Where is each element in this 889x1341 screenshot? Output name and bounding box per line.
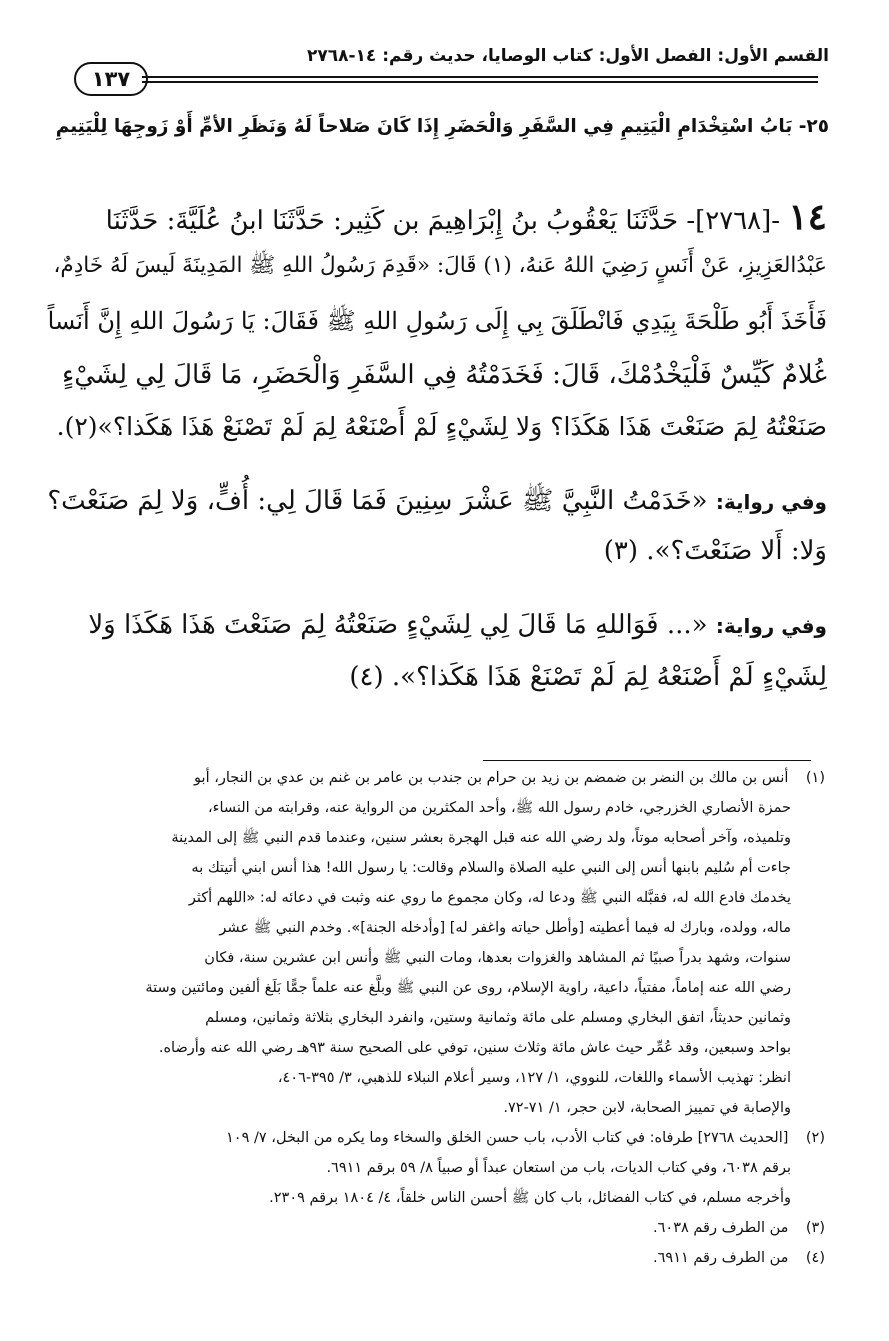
riwaya-2-text-1: «... فَوَاللهِ مَا قَالَ لِي لِشَيْءٍ صَنَعْتُهُ لِمَ صَنَعْتَ هَذَا هَكَذَا وَلا: [88, 610, 708, 640]
footnote-text: وأخرجه مسلم، في كتاب الفضائل، باب كان ﷺ أحسن الناس خلقاً، ٤/ ١٨٠٤ برقم ٢٣٠٩.: [269, 1190, 791, 1206]
footnote-separator: [483, 760, 811, 761]
riwaya-2-line-1: [47, 610, 827, 640]
footnote-1-line-4: [55, 858, 825, 878]
footnote-text: انظر: تهذيب الأسماء واللغات، للنووي، ١/ ١٢٧، وسير أعلام النبلاء للذهبي، ٣/ ٣٩٥-٤٠٦،: [277, 1070, 791, 1086]
footnote-3: [55, 1218, 825, 1238]
hadith-text-1: -[٢٧٦٨]- حَدَّثَنَا يَعْقُوبُ بنُ إِبْرَاهِيمَ بن كَثِير: حَدَّثَنَا ابنُ عُلَيَّةَ: حَدَّثَنَا: [105, 206, 781, 236]
footnote-1-line-7: [55, 948, 825, 968]
footnote-text: جاءت أم سُليم بابنها أنس إلى النبي عليه الصلاة والسلام وقالت: يا رسول الله! هذا أنس ابني أتيتك به: [191, 860, 791, 876]
footnote-text: وثمانين حديثاً، اتفق البخاري ومسلم على مائة وثمانية وستين، وانفرد البخاري بثلاثة وثمانين، ومسلم: [205, 1010, 791, 1026]
footnote-text: سنوات، وشهد بدراً صبيًا ثم المشاهد والغزوات بعدها، ومات النبي ﷺ وأنس ابن عشرين سنة، فكان: [204, 950, 791, 966]
footnote-1-text-1: أنس بن مالك بن النضر بن ضمضم بن زيد بن حرام بن جندب بن عامر بن غنم بن عدي بن النجار، أبو: [194, 770, 789, 786]
hadith-number: ١٤: [788, 196, 827, 238]
footnote-4-text: من الطرف رقم ٦٩١١.: [653, 1250, 789, 1266]
footnote-1-line-2: [55, 798, 825, 818]
footnote-text: بواحد وسبعين، وقد عُمِّر حيث عاش مائة وثلاث سنين، توفي على الصحيح سنة ٩٣هـ رضي الله عنه وأرضاه.: [158, 1040, 791, 1056]
riwaya-2-line-2: لِشَيْءٍ لَمْ أَصْنَعْهُ لِمَ لَمْ تَصْنَعْ هَذَا هَكَذا؟». (٤): [349, 662, 827, 692]
footnote-text: ماله، وولده، وبارك له فيما أعطيته [وأطل حياته واغفر له] [وأدخله الجنة]». وخدم النبي ﷺ عشر: [219, 920, 791, 936]
footnote-1-line-12: [55, 1098, 825, 1118]
footnote-1-line-11: [55, 1068, 825, 1088]
running-head: القسم الأول: الفصل الأول: كتاب الوصايا، حديث رقم: ١٤-٢٧٦٨: [306, 46, 829, 66]
footnote-2-line-2: [55, 1158, 825, 1178]
riwaya-2-label: وفي رواية:: [715, 614, 827, 638]
footnote-1-marker: (١): [805, 770, 825, 786]
riwaya-1-text-1: «خَدَمْتُ النَّبِيَّ ﷺ عَشْرَ سِنِينَ فَمَا قَالَ لِي: أُفٍّ، وَلا لِمَ صَنَعْتَ؟: [47, 486, 708, 516]
hadith-line-1: [47, 196, 827, 238]
footnote-2-marker: (٢): [805, 1130, 825, 1146]
footnote-1-line-1: [55, 768, 825, 788]
footnote-text: رضي الله عنه إماماً، مفتياً، داعية، راوية الإسلام، روى عن النبي ﷺ وبلَّغ عنه علماً جمًّا بَلَغ ألفين ومائتين وستة: [145, 980, 791, 996]
footnote-text: حمزة الأنصاري الخزرجي، خادم رسول الله ﷺ، وأحد المكثرين من الرواية عنه، وقرابته من النساء،: [208, 800, 791, 816]
page-number: ١٣٧: [74, 62, 148, 96]
footnote-1-line-10: [55, 1038, 825, 1058]
footnote-text: وتلميذه، وآخر أصحابه موتاً، ولد رضي الله عنه قبل الهجرة بعشر سنين، وعندما قدم النبي ﷺ إلى المدينة: [171, 830, 791, 846]
chapter-title: ٢٥- بَابُ اسْتِخْدَامِ الْيَتِيمِ فِي السَّفَرِ وَالْحَضَرِ إِذَا كَانَ صَلاحاً لَهُ وَنَظَرِ الأمِّ أَوْ زَوجِهَا لِلْيَتِيمِ: [55, 116, 829, 137]
footnote-text: والإصابة في تمييز الصحابة، لابن حجر، ١/ ٧١-٧٢.: [503, 1100, 791, 1116]
footnote-3-marker: (٣): [805, 1220, 825, 1236]
riwaya-1-line-2: وَلا: أَلا صَنَعْتَ؟». (٣): [603, 536, 827, 566]
footnote-1-line-5: [55, 888, 825, 908]
footnote-4: [55, 1248, 825, 1268]
footnote-2-line-3: [55, 1188, 825, 1208]
hadith-line-4: غُلامٌ كَيِّسٌ فَلْيَخْدُمْكَ، قَالَ: فَخَدَمْتُهُ فِي السَّفَرِ وَالْحَضَرِ، مَا قَالَ لِي لِشَيْءٍ: [61, 360, 827, 390]
footnote-3-text: من الطرف رقم ٦٠٣٨.: [653, 1220, 789, 1236]
footnote-text: برقم ٦٠٣٨، وفي كتاب الديات، باب من استعان عبداً أو صبياً ٨/ ٥٩ برقم ٦٩١١.: [326, 1160, 791, 1176]
footnote-2-line-1: [55, 1128, 825, 1148]
hadith-line-3: فَأَخَذَ أَبُو طَلْحَةَ بِيَدِي فَانْطَلَقَ بِي إِلَى رَسُولِ اللهِ ﷺ فَقَالَ: يَا رَسُولَ اللهِ إِنَّ أَنَساً: [47, 307, 827, 335]
footnote-1-line-8: [55, 978, 825, 998]
footnote-2-text-1: [الحديث ٢٧٦٨] طرفاه: في كتاب الأدب، باب حسن الخلق والسخاء وما يكره من البخل، ٧/ ١٠٩: [226, 1130, 789, 1146]
footnote-text: يخدمك فادع الله له، فقبَّله النبي ﷺ ودعا له، وكان مجموع ما روي عنه وثبت في دعائه له: «اللهم أكثر: [188, 890, 791, 906]
hadith-line-5: صَنَعْتُهُ لِمَ صَنَعْتَ هَذَا هَكَذَا؟ وَلا لِشَيْءٍ لَمْ أَصْنَعْهُ لِمَ لَمْ تَصْنَعْ هَذَا هَكَذا؟»(٢).: [56, 412, 827, 441]
riwaya-1-line-1: [47, 484, 827, 522]
footnote-4-marker: (٤): [805, 1250, 825, 1266]
footnote-1-line-3: [55, 828, 825, 848]
riwaya-1-label: وفي رواية:: [715, 490, 827, 514]
footnote-1-line-6: [55, 918, 825, 938]
footnote-1-line-9: [55, 1008, 825, 1028]
hadith-line-2: عَبْدُالعَزِيزِ، عَنْ أَنَسٍ رَضِيَ اللهُ عَنهُ، (١) قَالَ: «قَدِمَ رَسُولُ اللهِ ﷺ المَدِينَةَ لَيسَ لَهُ خَادِمٌ،: [53, 253, 827, 278]
header-rule: [142, 76, 818, 83]
